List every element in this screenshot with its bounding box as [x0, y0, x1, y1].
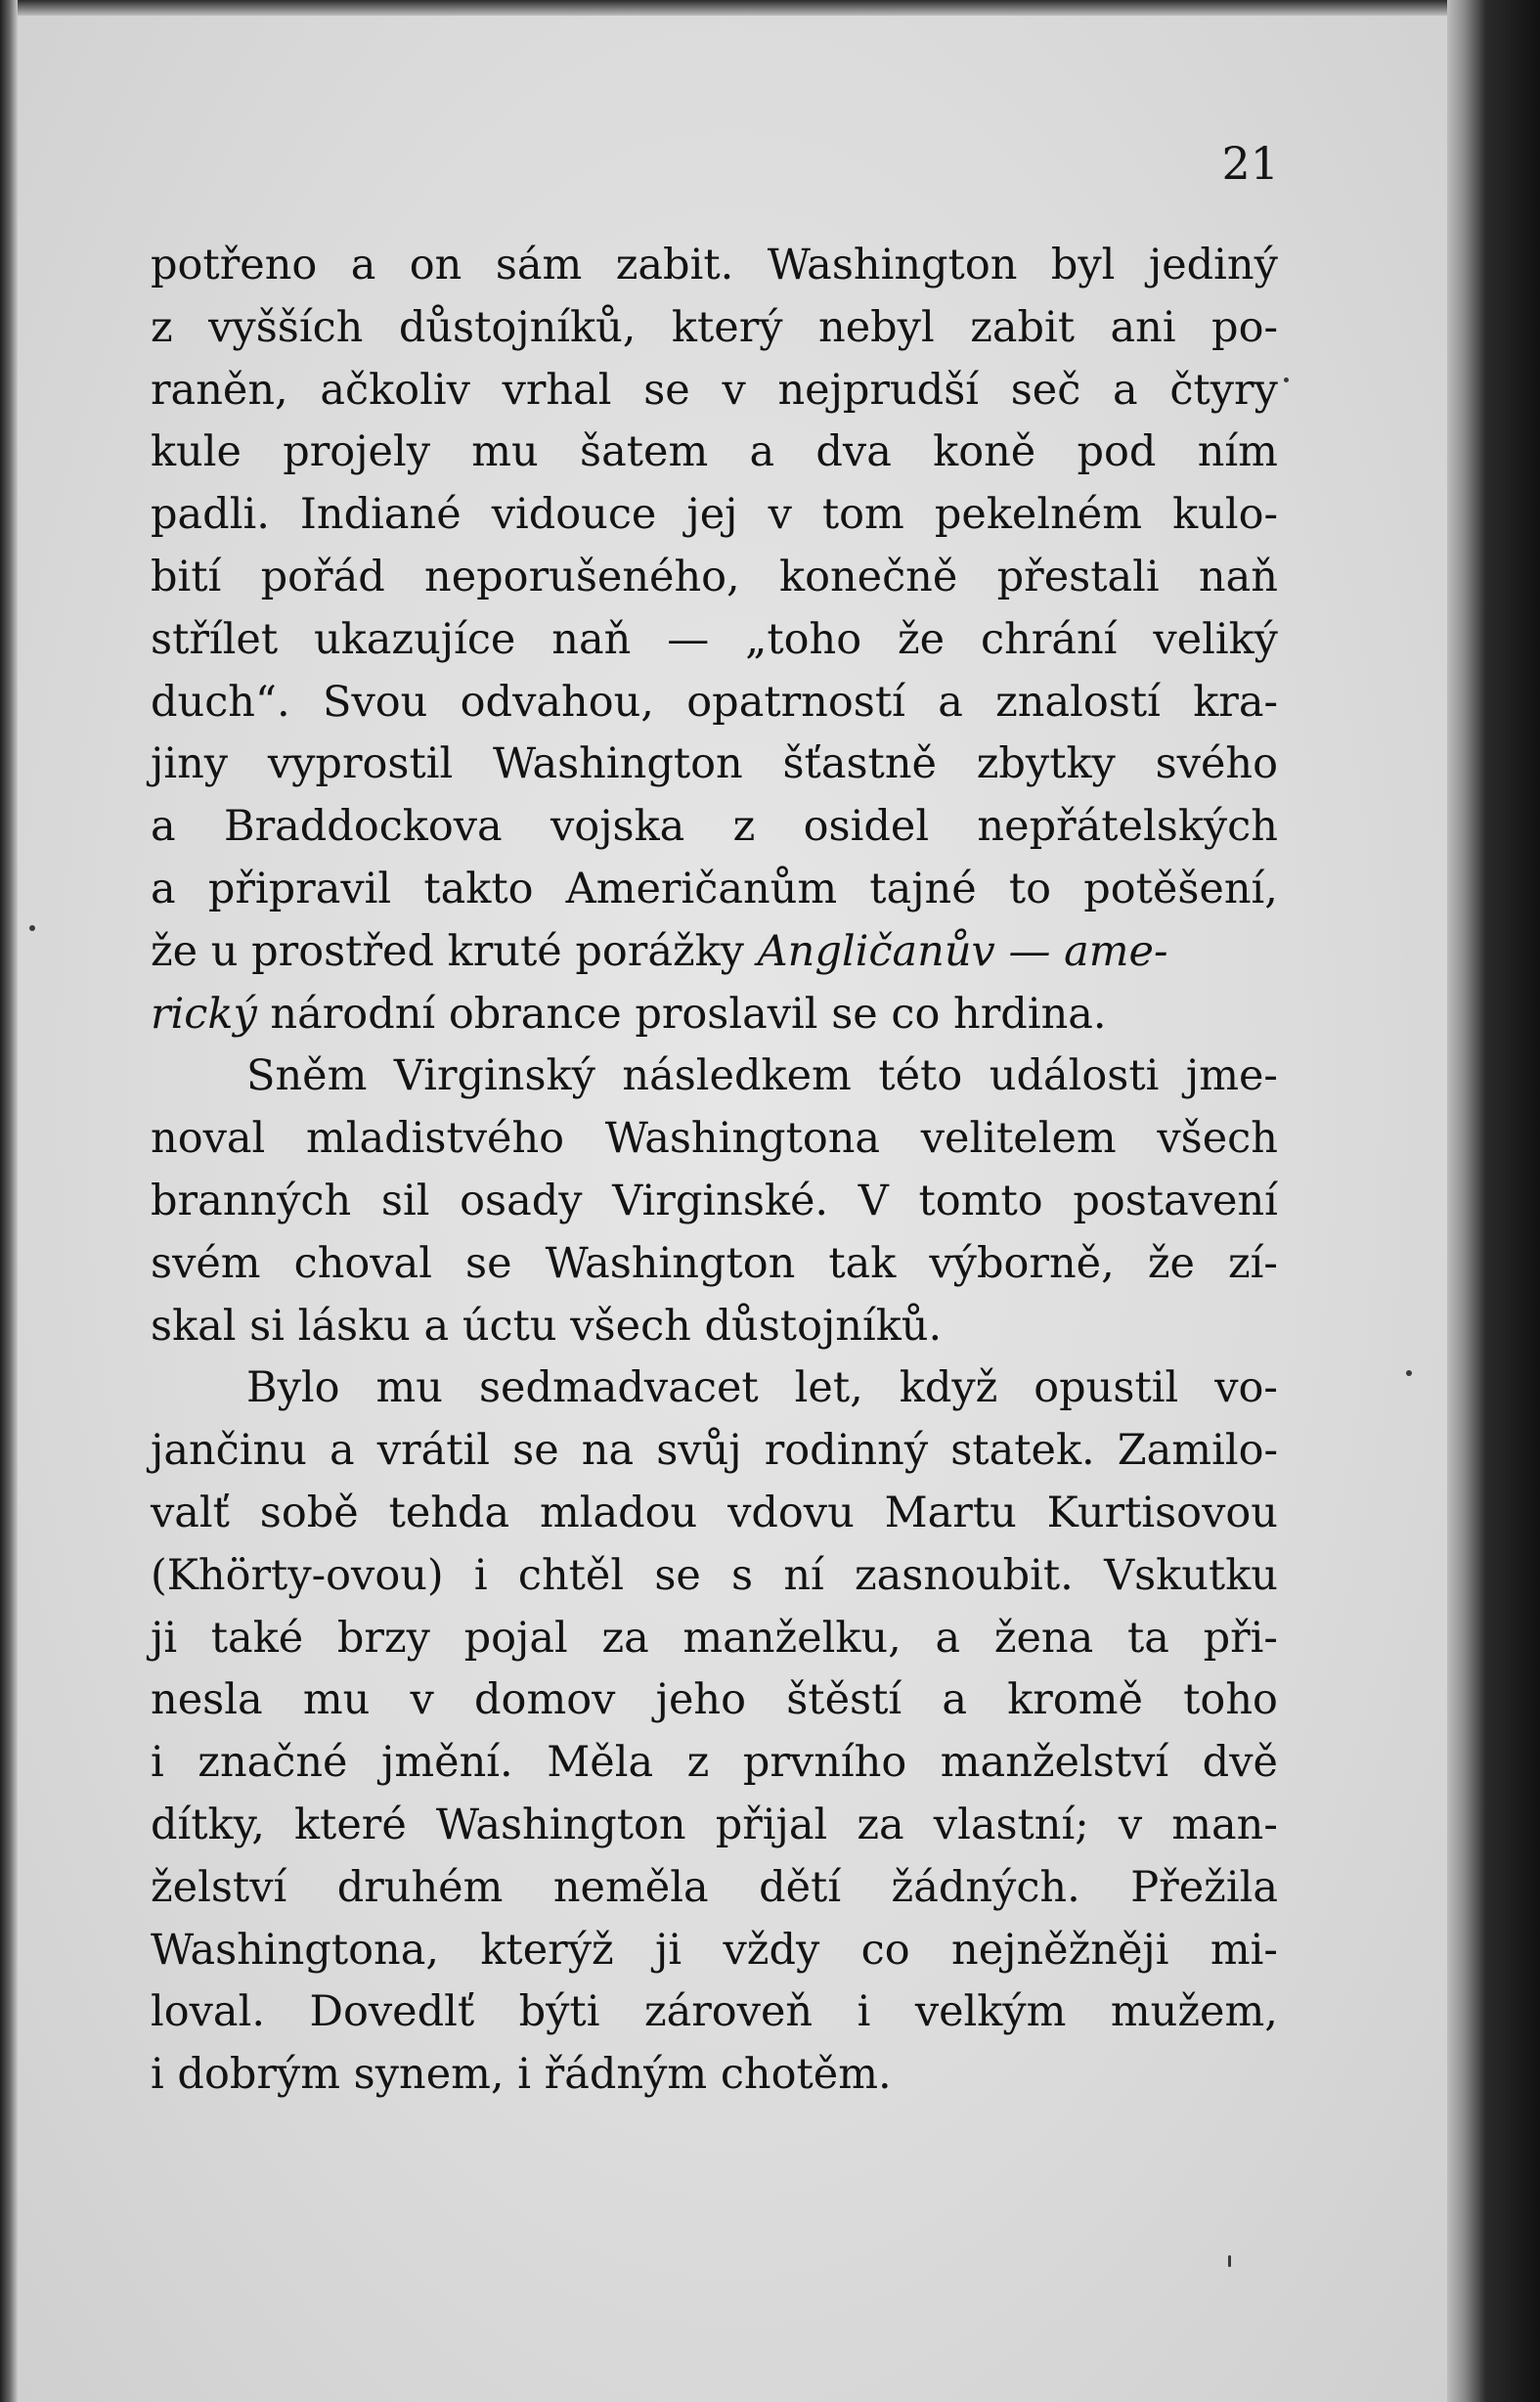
text-line: a Braddockova vojska z osidel nepřátelských [151, 802, 1278, 852]
text-line: Washingtona, kterýž ji vždy co nejněžněji mi- [151, 1925, 1278, 1975]
text-line: noval mladistvého Washingtona velitelem všech [151, 1114, 1278, 1164]
text-segment: národní obrance proslavil se co hrdina. [256, 989, 1107, 1039]
text-line: skal si lásku a úctu všech důstojníků. [151, 1301, 943, 1351]
dust-speck [1228, 2255, 1231, 2267]
text-line: a připravil takto Američanům tajné to potěšení, [151, 864, 1278, 913]
book-page [18, 16, 1447, 2402]
italic-text: rický [151, 989, 257, 1039]
text-line: i značné jmění. Měla z prvního manželství dvě [151, 1738, 1278, 1788]
text-line: valť sobě tehda mladou vdovu Martu Kurtisovou [151, 1488, 1278, 1537]
italic-text: Angličanův — ame- [757, 926, 1168, 976]
scan-left-edge [0, 0, 18, 2402]
page-number: 21 [1221, 137, 1279, 190]
text-line: padli. Indiané vidouce jej v tom pekelném kulo- [151, 490, 1278, 540]
dust-speck [29, 925, 35, 931]
text-line [151, 984, 1278, 1046]
dust-speck [1284, 378, 1289, 382]
text-segment: že u prostřed kruté porážky [151, 926, 758, 976]
scan-top-edge [0, 0, 1540, 16]
text-line: z vyšších důstojníků, který nebyl zabit ani po- [151, 302, 1278, 352]
text-line: jančinu a vrátil se na svůj rodinný statek. Zamilo- [151, 1426, 1278, 1476]
text-line: branných sil osady Virginské. V tomto postavení [151, 1176, 1278, 1225]
text-line: raněn, ačkoliv vrhal se v nejprudší seč a čtyry [151, 365, 1278, 415]
text-line: potřeno a on sám zabit. Washington byl jediný [151, 241, 1278, 289]
text-line: kule projely mu šatem a dva koně pod ním [151, 427, 1278, 477]
text-line: Sněm Virginský následkem této události jme- [246, 1051, 1278, 1101]
text-line: i dobrým synem, i řádným chotěm. [151, 2050, 892, 2100]
text-line: dítky, které Washington přijal za vlastní; v man- [151, 1800, 1278, 1849]
body-text [151, 235, 1278, 2107]
text-line: (Khörty-ovou) i chtěl se s ní zasnoubit. Vskutku [151, 1550, 1278, 1600]
dust-speck [1406, 1370, 1412, 1376]
scan-right-edge [1447, 0, 1540, 2402]
text-line: nesla mu v domov jeho štěstí a kromě toho [151, 1675, 1278, 1725]
text-line: svém choval se Washington tak výborně, že zí- [151, 1238, 1278, 1288]
text-line: želství druhém neměla dětí žádných. Přežila [151, 1862, 1278, 1912]
text-line: jiny vyprostil Washington šťastně zbytky svého [151, 739, 1278, 789]
text-line: střílet ukazujíce naň — „toho že chrání veliký [151, 614, 1278, 664]
text-line [151, 921, 1278, 984]
text-line: duch“. Svou odvahou, opatrností a znalostí kra- [151, 677, 1278, 727]
text-line: Bylo mu sedmadvacet let, když opustil vo- [246, 1363, 1278, 1413]
text-line: loval. Dovedlť býti zároveň i velkým mužem, [151, 1987, 1278, 2037]
text-line: bití pořád neporušeného, konečně přestali naň [151, 552, 1278, 601]
text-line: ji také brzy pojal za manželku, a žena ta při- [151, 1613, 1278, 1663]
